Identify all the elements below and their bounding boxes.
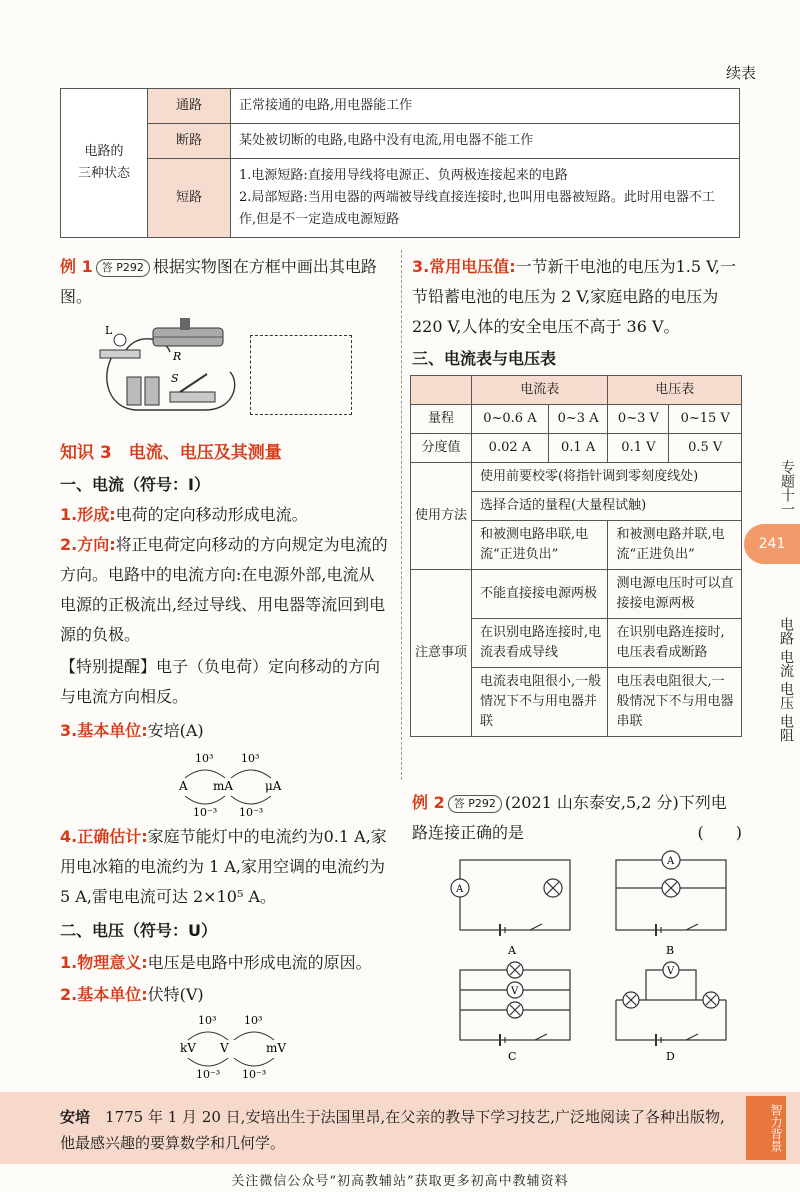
current-item4: 4.正确估计:家庭节能灯中的电流约为0.1 A,家用电冰箱的电流约为 1 A,家用空调的电流约为 5 A,雷电电流可达 2×10⁵ A。 — [60, 827, 387, 906]
state-desc: 某处被切断的电路,电路中没有电流,用电器不能工作 — [231, 124, 740, 159]
svg-text:S: S — [171, 372, 179, 385]
footer: 关注微信公众号“初高教辅站”获取更多初高中教辅资料 — [231, 1174, 569, 1189]
current-item2: 2.方向:将正电荷定向移动的方向规定为电流的方向。电路中的电流方向:在电源外部,电流从电源的正极流出,经过导线、用电器等流回到电源的负极。 — [60, 535, 388, 644]
column-divider — [401, 250, 402, 780]
bio-text: 安培 1775 年 1 月 20 日,安培出生于法国里昂,在父亲的教导下学习技艺,广泛地阅读了各种出版物,他最感兴趣的要算数学和几何学。 — [60, 1108, 725, 1152]
voltage-item1: 1.物理意义:电压是电路中形成电流的原因。 — [60, 953, 372, 972]
voltage-unit-conversion — [178, 1010, 308, 1082]
state-desc: 1.电源短路:直接用导线将电源正、负两极连接起来的电路 2.局部短路:当用电器的两端被导线直接连接时,也叫用电器被短路。此时用电器不工作,但是不一定造成电源短路 — [231, 159, 740, 238]
switch-icon — [170, 392, 215, 402]
svg-text:kV: kV — [180, 1041, 196, 1055]
svg-text:R: R — [173, 350, 182, 363]
svg-text:L: L — [105, 324, 113, 337]
side-subject: 电路 电流 电压 电阻 — [778, 617, 794, 743]
example2: 例 2 答 P292 (2021 山东泰安,5,2 分)下列电路连接正确的是 ( ) — [412, 793, 742, 842]
current-heading: 一、电流（符号：I） — [60, 475, 210, 494]
answer-ref: 答 P292 — [96, 259, 150, 277]
svg-text:10³: 10³ — [195, 752, 214, 765]
svg-text:10⁻³: 10⁻³ — [239, 806, 264, 819]
svg-text:10³: 10³ — [241, 752, 260, 765]
answer-box — [250, 335, 352, 415]
state-name: 短路 — [148, 159, 231, 238]
state-desc: 正常接通的电路,用电器能工作 — [231, 89, 740, 124]
voltage-item2: 2.基本单位:伏特(V) — [60, 985, 204, 1004]
circuit-a — [451, 860, 570, 936]
svg-text:V: V — [511, 986, 519, 997]
example1-text: 根据实物图在方框中画出其电路图。 — [60, 257, 377, 306]
bulb-icon — [114, 334, 126, 346]
circuit-states-table — [60, 88, 740, 238]
svg-text:A: A — [667, 856, 675, 867]
meters-heading: 三、电流表与电压表 — [412, 349, 557, 368]
voltmeter-header: 电压表 — [608, 376, 742, 405]
svg-text:A: A — [179, 779, 188, 793]
note-label: 注意事项 — [411, 570, 472, 737]
states-main-label: 电路的 三种状态 — [61, 89, 148, 238]
svg-text:A: A — [508, 944, 516, 957]
svg-text:10⁻³: 10⁻³ — [242, 1068, 267, 1081]
svg-text:A: A — [456, 884, 464, 895]
current-item1: 1.形成:电荷的定向移动形成电流。 — [60, 505, 308, 524]
state-name: 通路 — [148, 89, 231, 124]
battery-icon — [127, 377, 141, 405]
svg-text:mV: mV — [266, 1041, 287, 1055]
svg-text:B: B — [666, 944, 675, 957]
side-topic: 专题十一 — [779, 460, 795, 516]
svg-text:mA: mA — [213, 779, 234, 793]
svg-text:D: D — [666, 1050, 675, 1063]
example1 — [60, 252, 390, 312]
svg-text:10³: 10³ — [244, 1014, 263, 1027]
state-name: 断路 — [148, 124, 231, 159]
use-label: 使用方法 — [411, 463, 472, 570]
svg-text:C: C — [508, 1050, 517, 1063]
special-reminder: 【特别提醒】电子（负电荷）定向移动的方向与电流方向相反。 — [60, 657, 381, 706]
svg-text:10⁻³: 10⁻³ — [196, 1068, 221, 1081]
ammeter-header: 电流表 — [472, 376, 608, 405]
voltage-item3: 3.常用电压值:一节新干电池的电压为1.5 V,一节铅蓄电池的电压为 2 V,家庭电路的电压为 220 V,人体的安全电压不高于 36 V。 — [412, 257, 737, 336]
real-circuit-image — [95, 312, 245, 417]
svg-text:V: V — [667, 966, 675, 977]
battery-icon — [145, 377, 159, 405]
example2-circuits — [440, 850, 740, 1065]
page-number: 241 — [744, 524, 800, 564]
example1-head: 例 1 — [60, 257, 93, 276]
svg-text:10⁻³: 10⁻³ — [193, 806, 218, 819]
svg-text:10³: 10³ — [198, 1014, 217, 1027]
svg-text:μA: μA — [265, 779, 282, 793]
bio-tag: 智力背景 — [746, 1096, 786, 1160]
knowledge3-title: 知识 3 电流、电压及其测量 — [60, 443, 282, 463]
current-item3: 3.基本单位:安培(A) — [60, 721, 204, 740]
voltage-heading: 二、电压（符号：U） — [60, 921, 217, 940]
circuit-c — [460, 962, 570, 1046]
current-unit-conversion — [175, 748, 305, 820]
continued-label: 续表 — [725, 64, 756, 82]
svg-text:V: V — [220, 1041, 229, 1055]
meters-table: 电流表 电压表 量程 0~0.6 A 0~3 A 0~3 V 0~15 V 分度值 0.02 A 0.1 A 0.1 V 0.5 V 使用方法 使用前要校零(将指针调到零刻度线处) 选择合适的量程(大量程试触) 和被测电路串联,电流“正进负出” 和被测电路并联,电流“正进负出” 注意事项 不能直接接电源两极 测电源电压时可以直接接电源两极 在识别电路连接时,电流表看成导线 在识别电路连接时,电压表看成断路 电流表电阻很小,一般情况下不与用电器并联 电压表电阻很大,一般情况下不与用电器串联 — [410, 375, 742, 737]
